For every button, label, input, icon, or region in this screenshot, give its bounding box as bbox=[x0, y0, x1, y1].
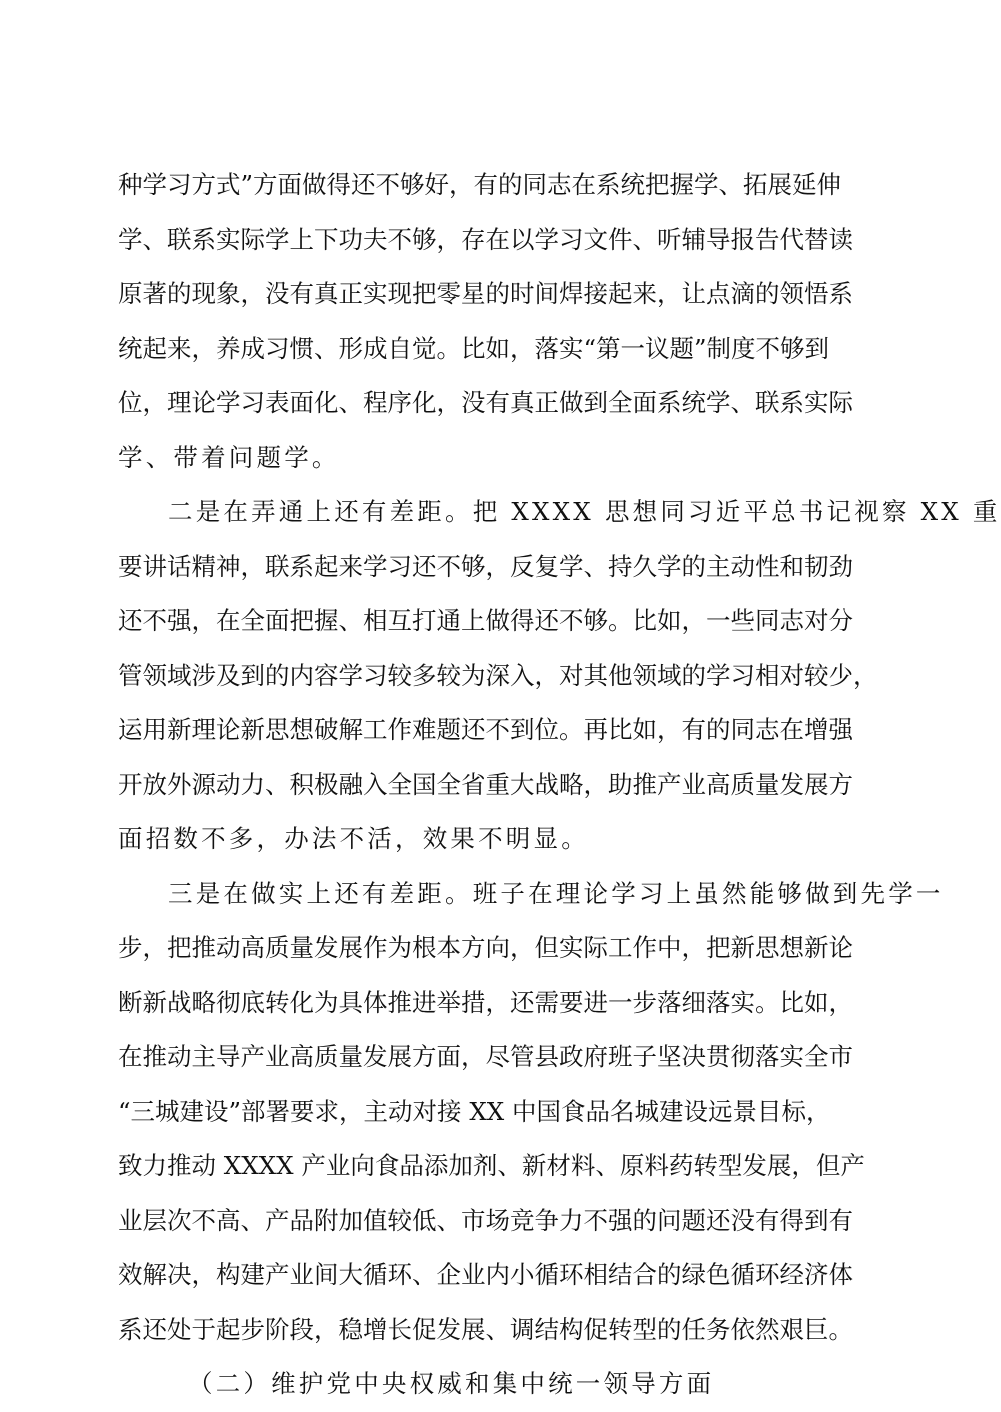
body-line-10: 管领域涉及到的内容学习较多较为深入，对其他领域的学习相对较少， bbox=[118, 660, 878, 690]
body-line-13: 面招数不多，办法不活，效果不明显。 bbox=[118, 824, 589, 853]
body-line-17: 在推动主导产业高质量发展方面，尽管县政府班子坚决贯彻落实全市 bbox=[118, 1042, 853, 1071]
body-line-20: 业层次不高、产品附加值较低、市场竞争力不强的问题还没有得到有 bbox=[118, 1205, 853, 1235]
body-line-11: 运用新理论新思想破解工作难题还不到位。再比如，有的同志在增强 bbox=[118, 715, 853, 744]
body-line-3: 原著的现象，没有真正实现把零星的时间焊接起来，让点滴的领悟系 bbox=[118, 279, 853, 308]
document-body bbox=[118, 158, 1001, 1412]
body-line-15: 步，把推动高质量发展作为根本方向，但实际工作中，把新思想新论 bbox=[118, 933, 853, 962]
body-line-22: 系还处于起步阶段，稳增长促发展、调结构促转型的任务依然艰巨。 bbox=[118, 1314, 853, 1344]
body-line-8: 要讲话精神，联系起来学习还不够，反复学、持久学的主动性和韧劲 bbox=[118, 551, 853, 581]
body-line-6: 学、带着问题学。 bbox=[118, 442, 340, 472]
body-line-12: 开放外源动力、积极融入全国全省重大战略，助推产业高质量发展方 bbox=[118, 769, 853, 799]
body-line-18: “三城建设”部署要求，主动对接 XX 中国食品名城建设远景目标， bbox=[118, 1096, 831, 1126]
body-line-1: 种学习方式”方面做得还不够好，有的同志在系统把握学、拓展延伸 bbox=[118, 170, 842, 199]
body-line-9: 还不强，在全面把握、相互打通上做得还不够。比如，一些同志对分 bbox=[118, 606, 853, 635]
body-line-2: 学、联系实际学上下功夫不够，存在以学习文件、听辅导报告代替读 bbox=[118, 224, 853, 254]
section-heading: （二）维护党中央权威和集中统一领导方面 bbox=[188, 1369, 715, 1398]
body-line-4: 统起来，养成习惯、形成自觉。比如，落实“第一议题”制度不够到 bbox=[118, 333, 830, 363]
body-line-21: 效解决，构建产业间大循环、企业内小循环相结合的绿色循环经济体 bbox=[118, 1260, 853, 1289]
body-line-5: 位，理论学习表面化、程序化，没有真正做到全面系统学、联系实际 bbox=[118, 388, 853, 417]
body-line-7: 二是在弄通上还有差距。把 XXXX 思想同习近平总书记视察 XX 重 bbox=[168, 497, 1001, 526]
body-line-19: 致力推动 XXXX 产业向食品添加剂、新材料、原料药转型发展，但产 bbox=[118, 1151, 865, 1180]
body-line-16: 断新战略彻底转化为具体推进举措，还需要进一步落细落实。比如， bbox=[118, 987, 853, 1017]
body-line-14: 三是在做实上还有差距。班子在理论学习上虽然能够做到先学一 bbox=[168, 878, 944, 908]
